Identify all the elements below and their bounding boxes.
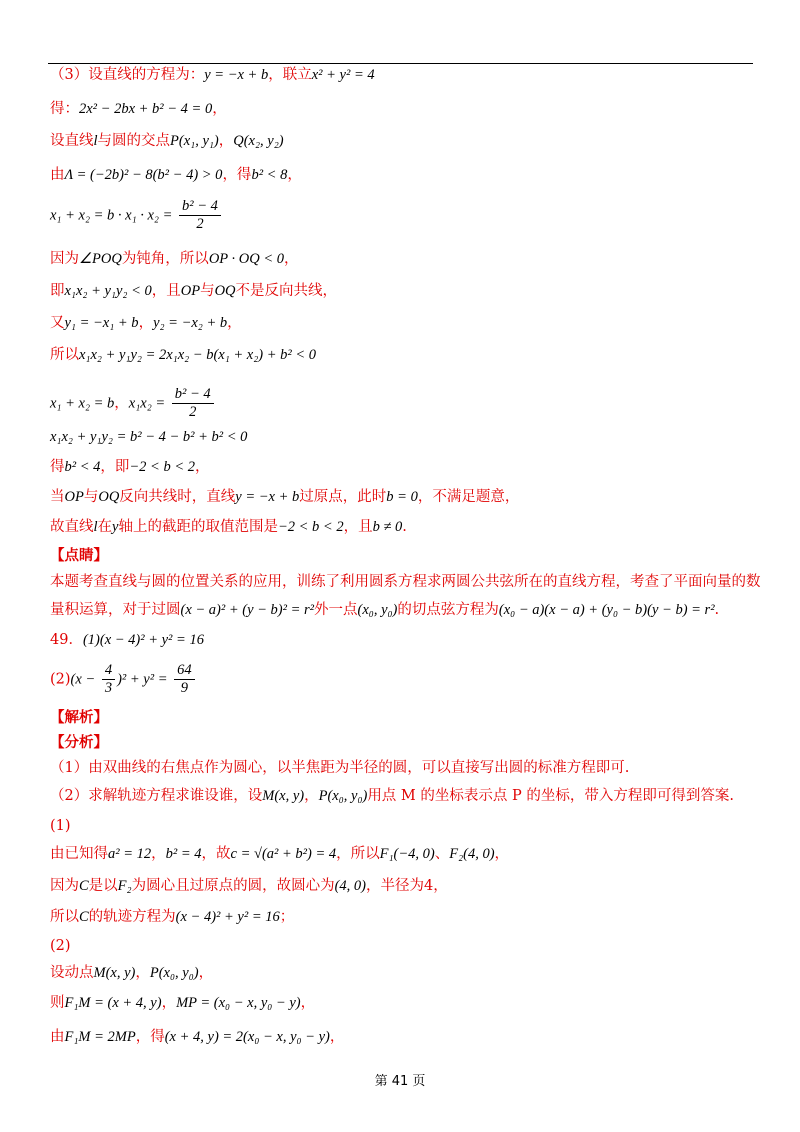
line-vieta [50,198,223,233]
heading-key-point: 【点睛】 [50,547,108,564]
header-rule [48,63,753,64]
answer-49-part2 [50,662,197,697]
text: ， [329,1029,345,1045]
line-b-range [50,458,210,476]
text: 所以 [50,347,79,363]
text: ， [494,846,510,862]
formula: a² = 12 [108,846,152,862]
denominator: 3 [104,680,113,696]
part1-label: (1) [50,818,71,834]
formula: P(x₀, y₀) [149,965,199,981]
text: ， [287,167,302,183]
text: 是以 [88,878,118,894]
key-point-text-cont [50,601,719,619]
text: ，得 [222,167,252,183]
heading-solution: 【解析】 [50,709,108,726]
fraction [172,386,214,421]
formula: y = −x + b [235,489,300,505]
text: 外一点 [314,602,358,618]
formula: Λ = (−2b)² − 8(b² − 4) > 0 [64,167,223,183]
text: 为圆心且过原点的圆，故圆心为 [131,878,335,894]
text: 与 [200,283,215,299]
text: 即 [50,283,65,299]
text: ， [161,995,177,1011]
text: 不是反向共线， [235,283,338,299]
text: ， [135,965,150,981]
fraction [102,662,115,697]
formula: (1)(x − 4)² + y² = 16 [82,632,204,648]
line-obtuse-angle [50,250,298,268]
formula: b² = 4 [165,846,202,862]
formula: x₁x₂ + y₁y₂ < 0 [64,283,152,299]
denominator: 9 [180,680,188,696]
formula: (x − [70,671,96,688]
formula: P(x₀, y₀) [318,788,368,804]
line-substitution [50,346,316,364]
formula: Q(x₂, y₂) [233,133,284,149]
numerator: 64 [174,662,195,680]
line-opposite-case [50,488,519,506]
text: 与 [83,489,99,505]
line-vectors [50,994,315,1012]
text: 的轨迹方程为 [88,909,176,925]
line-dot-product [50,282,337,300]
text: ， [283,251,299,267]
formula: F₁(−4, 0) [379,846,435,862]
line-conclusion [50,518,407,536]
text: 与圆的交点 [97,133,171,149]
formula: MP = (x₀ − x, y₀ − y) [176,995,301,1011]
text: 则 [50,995,65,1011]
formula: M(x, y) [262,788,305,804]
fraction [179,198,221,233]
line-part3-setup [50,66,375,84]
formula: y₁ = −x₁ + b [64,315,139,331]
formula: x₁x₂ = [128,395,166,412]
formula: F₁M = 2MP [64,1029,136,1045]
formula: b = 0 [386,489,418,505]
text: ， [114,395,129,412]
formula: 2x² − 2bx + b² − 4 = 0 [79,101,213,117]
text: ，且 [343,519,373,535]
line-moving-point [50,964,213,982]
text: . [714,602,720,618]
formula: (x − 4)² + y² = 16 [175,909,280,925]
formula: F₂(4, 0) [449,846,495,862]
text: 的切点弦方程为 [397,602,499,618]
line-simplify [50,428,247,446]
formula: ∠POQ [79,251,122,267]
question-number: 49． [50,632,83,648]
formula: C [79,878,89,894]
line-vector-relation [50,1028,344,1046]
text: 、 [434,846,450,862]
text: ， [300,995,316,1011]
text: ， [195,459,210,475]
text: . [402,519,407,535]
text: (2) [50,671,71,688]
part2-label: (2) [50,938,71,954]
text: 反向共线时，直线 [119,489,236,505]
formula: M(x, y) [93,965,136,981]
analysis-part2 [50,787,734,805]
text: 轴上的截距的取值范围是 [118,519,278,535]
text: 因为 [50,878,79,894]
text: 因为 [50,251,79,267]
text: 由 [50,167,65,183]
text: 当 [50,489,65,505]
formula: c = √(a² + b²) = 4 [230,846,337,862]
text: 设动点 [50,965,94,981]
formula: (x + 4, y) = 2(x₀ − x, y₀ − y) [164,1029,330,1045]
text: ， [218,133,234,149]
formula: OP · OQ < 0 [208,251,284,267]
formula: OQ [98,489,120,505]
formula: y = −x + b [204,67,269,83]
text: 量积运算，对于过圆 [50,602,181,618]
text: 由已知得 [50,846,108,862]
text: ，所以 [336,846,380,862]
text: 在 [97,519,113,535]
formula: b² < 4 [64,459,101,475]
formula: y [112,519,119,535]
numerator: b² − 4 [172,386,214,404]
formula: P(x₁, y₁) [170,133,219,149]
text: ， [227,315,242,331]
formula: x² + y² = 4 [311,67,375,83]
line-y-values [50,314,242,332]
formula: OP [180,283,201,299]
line-quadratic [50,100,227,118]
formula: (4, 0) [334,878,366,894]
formula: F₂ [117,878,132,894]
text: 设直线 [50,133,94,149]
text: 为钝角，所以 [121,251,209,267]
page-number: 第 41 页 [374,1074,426,1089]
text: 过原点，此时 [299,489,387,505]
text: ， [198,965,214,981]
formula: x₁x₂ + y₁y₂ = b² − 4 − b² + b² < 0 [50,429,248,445]
fraction [174,662,195,697]
text: ，即 [100,459,130,475]
text: ，故 [201,846,231,862]
text: ， [138,315,154,331]
formula: b² < 8 [251,167,288,183]
text: ，半径为4， [366,878,448,894]
text: 用点 M 的坐标表示点 P 的坐标，带入方程即可得到答案. [367,788,734,804]
formula: OP [64,489,84,505]
denominator: 2 [196,216,204,232]
text: ，且 [151,283,181,299]
formula: −2 < b < 2 [277,519,344,535]
line-discriminant [50,166,302,184]
text: （3）设直线的方程为： [50,67,205,83]
analysis-part1: （1）由双曲线的右焦点作为圆心，以半焦距为半径的圆，可以直接写出圆的标准方程即可. [50,760,630,776]
text: ， [304,788,319,804]
formula: l [93,519,98,535]
line-vieta-again [50,386,216,421]
text: 所以 [50,909,79,925]
text: ， [151,846,166,862]
line-circle-center [50,877,448,895]
text: （2）求解轨迹方程求谁设谁，设 [50,788,263,804]
formula: y₂ = −x₂ + b [153,315,228,331]
text: ，得 [135,1029,165,1045]
text: ； [279,909,295,925]
text: 得： [50,101,79,117]
formula: x₁x₂ + y₁y₂ = 2x₁x₂ − b(x₁ + x₂) + b² < 0 [79,347,317,363]
formula: x₁ + x₂ = b [50,395,115,412]
text: ，联立 [268,67,312,83]
formula: −2 < b < 2 [129,459,195,475]
formula: (x₀ − a)(x − a) + (y₀ − b)(y − b) = r² [498,602,715,618]
formula: b ≠ 0 [372,519,403,535]
denominator: 2 [189,404,197,420]
text: 又 [50,315,65,331]
text: 由 [50,1029,65,1045]
line-locus [50,908,294,926]
text: ， [212,101,227,117]
formula: (x₀, y₀) [357,602,398,618]
formula: (x − a)² + (y − b)² = r² [180,602,315,618]
formula: )² + y² = [117,671,168,688]
text: 得 [50,459,65,475]
numerator: 4 [102,662,115,680]
text: ，不满足题意， [417,489,520,505]
line-intersection [50,132,284,150]
answer-49-part1 [50,631,204,649]
formula: x₁ + x₂ = b · x₁ · x₂ = [50,207,173,224]
text: 故直线 [50,519,94,535]
formula: F₁M = (x + 4, y) [64,995,162,1011]
numerator: b² − 4 [179,198,221,216]
formula: OQ [214,283,236,299]
formula: l [93,133,98,149]
formula: C [79,909,89,925]
key-point-text: 本题考查直线与圆的位置关系的应用，训练了利用圆系方程求两圆公共弦所在的直线方程，考查了平面向量的数 [50,574,761,590]
heading-analysis: 【分析】 [50,734,108,751]
line-foci [50,845,509,863]
